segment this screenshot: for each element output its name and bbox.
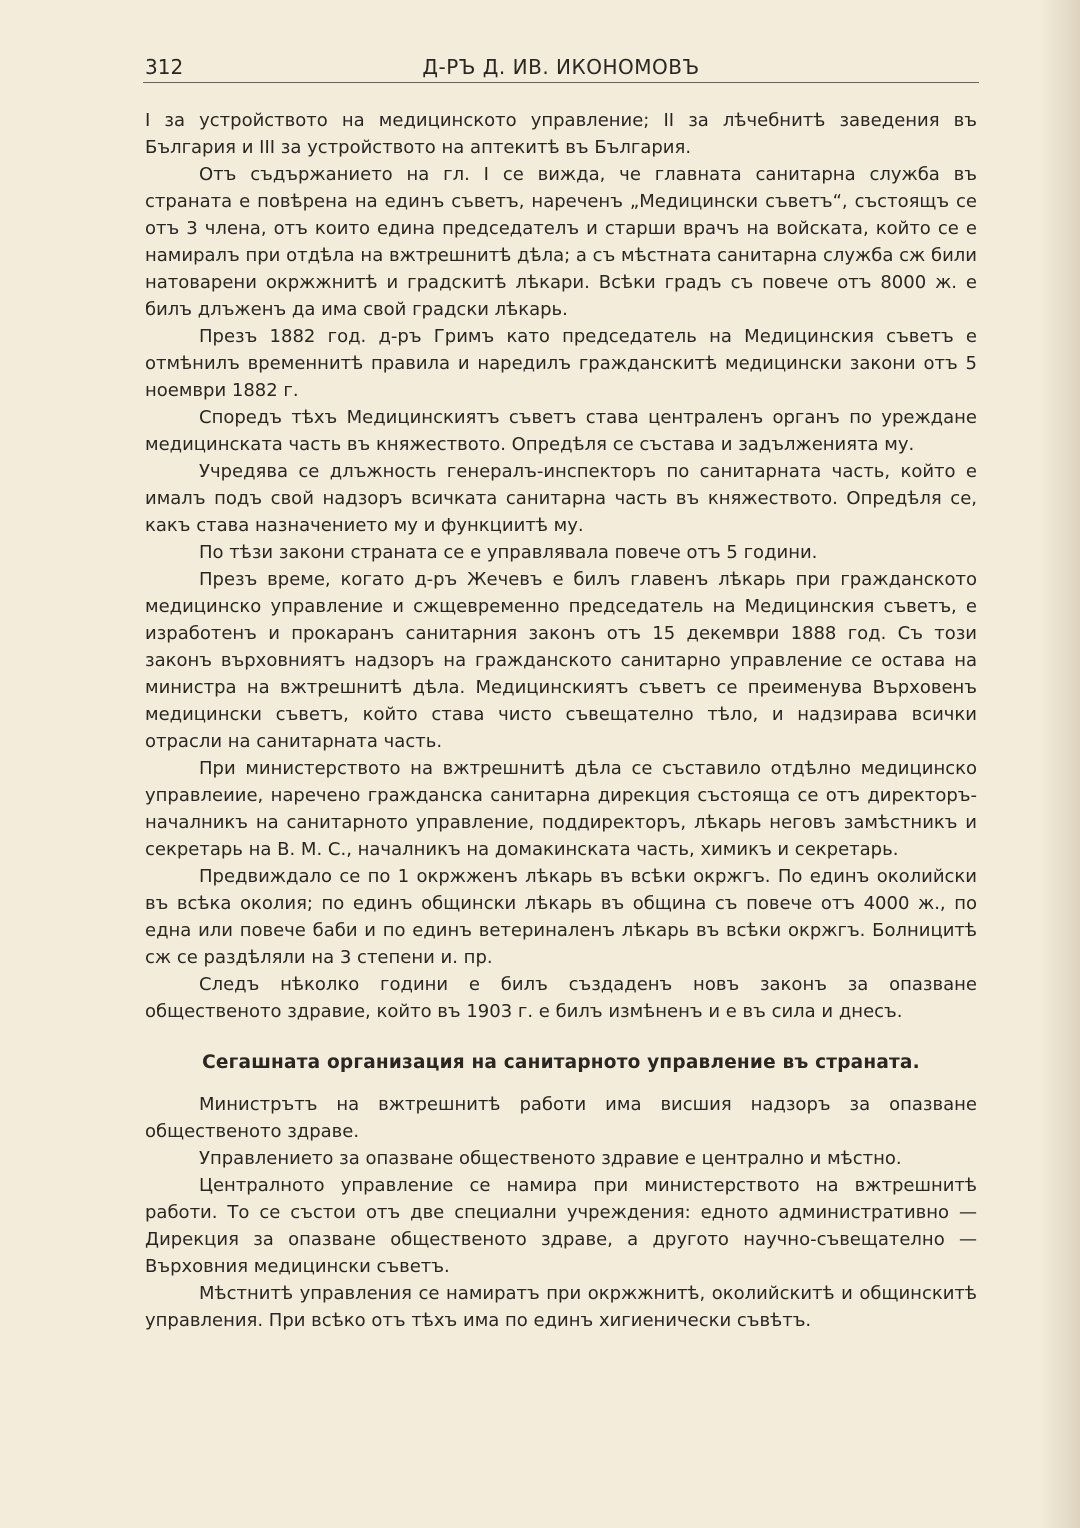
paragraph: Централното управление се намира при министерството на вжтрешнитѣ работи. То се състои отъ две специални учреждения: едното административно — Дирекция за опазване общественото здраве, а другото научно-съвещателно — Върховния медицински съветъ. xyxy=(145,1175,977,1277)
paragraph: Предвиждало се по 1 окржженъ лѣкарь въ всѣки окржгъ. По единъ околийски въ всѣка околия; по единъ общински лѣкарь въ община съ повече отъ 4000 ж., по една или повече баби и по единъ ветериналенъ лѣкарь въ всѣки окржгъ. Болницитѣ сж се раздѣляли на 3 степени и. пр. xyxy=(145,866,977,968)
paragraph: Отъ съдържанието на гл. I се вижда, че главната санитарна служба въ страната е повѣрена на единъ съветъ, нареченъ „Медицински съветъ“, състоящъ се отъ 3 члена, отъ които едина председателъ и старши врачъ на войската, който се е намиралъ при отдѣла на вжтрешнитѣ дѣла; а съ мѣстната санитарна служба сж били натоварени окржжнитѣ и градскитѣ лѣкари. Всѣки градъ съ повече отъ 8000 ж. е билъ длъженъ да има свой градски лѣкарь. xyxy=(145,164,977,320)
section-heading: Сегашната организация на санитарното управление въ страната. xyxy=(202,1052,920,1073)
paragraph: При министерството на вжтрешнитѣ дѣла се съставило отдѣлно медицинско управлеиие, наречено гражданска санитарна дирекция състояща се отъ директоръ-началникъ на санитарното управление, поддиректоръ, лѣкарь неговъ замѣстникъ и секретарь на В. М. С., началникъ на домакинската часть, химикъ и секретарь. xyxy=(145,758,977,860)
paragraph: I за устройството на медицинското управление; II за лѣчебнитѣ заведения въ България и III за устройството на аптекитѣ въ България. xyxy=(145,110,977,158)
page-body xyxy=(145,107,977,1334)
paragraph: Презъ време, когато д-ръ Жечевъ е билъ главенъ лѣкарь при гражданското медицинско управление и сжщевременно председатель на Медицинския съветъ, е изработенъ и прокаранъ санитарния законъ отъ 15 декември 1888 год. Съ този законъ върховниятъ надзоръ на гражданското санитарно управление се остава на министра на вжтрешнитѣ дѣла. Медицинскиятъ съветъ се преименува Върховенъ медицински съветъ, който става чисто съвещателно тѣло, и надзирава всички отрасли на санитарната часть. xyxy=(145,569,977,752)
paragraph: Министрътъ на вжтрешнитѣ работи има висшия надзоръ за опазване общественото здраве. xyxy=(145,1094,977,1142)
page-header xyxy=(143,52,979,83)
paragraph: По тѣзи закони страната се е управлявала повече отъ 5 години. xyxy=(199,542,818,563)
paragraph: Следъ нѣколко години е билъ създаденъ новъ законъ за опазване общественото здравие, който въ 1903 г. е билъ измѣненъ и е въ сила и днесъ. xyxy=(145,974,977,1022)
page-number: 312 xyxy=(145,55,184,79)
paragraph: Мѣстнитѣ управления се намиратъ при окржжнитѣ, околийскитѣ и общинскитѣ управления. При всѣко отъ тѣхъ има по единъ хигиенически съвѣтъ. xyxy=(145,1283,977,1331)
paragraph: Управлението за опазване общественото здравие е централно и мѣстно. xyxy=(199,1148,902,1169)
paragraph: Учредява се длъжность генералъ-инспекторъ по санитарната часть, който е ималъ подъ свой надзоръ всичката санитарна часть въ княжеството. Опредѣля се, какъ става назначението му и функциитѣ му. xyxy=(145,461,977,536)
running-title: Д-РЪ Д. ИВ. ИКОНОМОВЪ xyxy=(422,55,700,79)
paragraph: Презъ 1882 год. д-ръ Гримъ като председатель на Медицинския съветъ е отмѣнилъ временнитѣ правила и наредилъ гражданскитѣ медицински закони отъ 5 ноември 1882 г. xyxy=(145,326,977,401)
paragraph: Споредъ тѣхъ Медицинскиятъ съветъ става централенъ органъ по уреждане медицинската часть въ княжеството. Опредѣля се състава и задълженията му. xyxy=(145,407,977,455)
